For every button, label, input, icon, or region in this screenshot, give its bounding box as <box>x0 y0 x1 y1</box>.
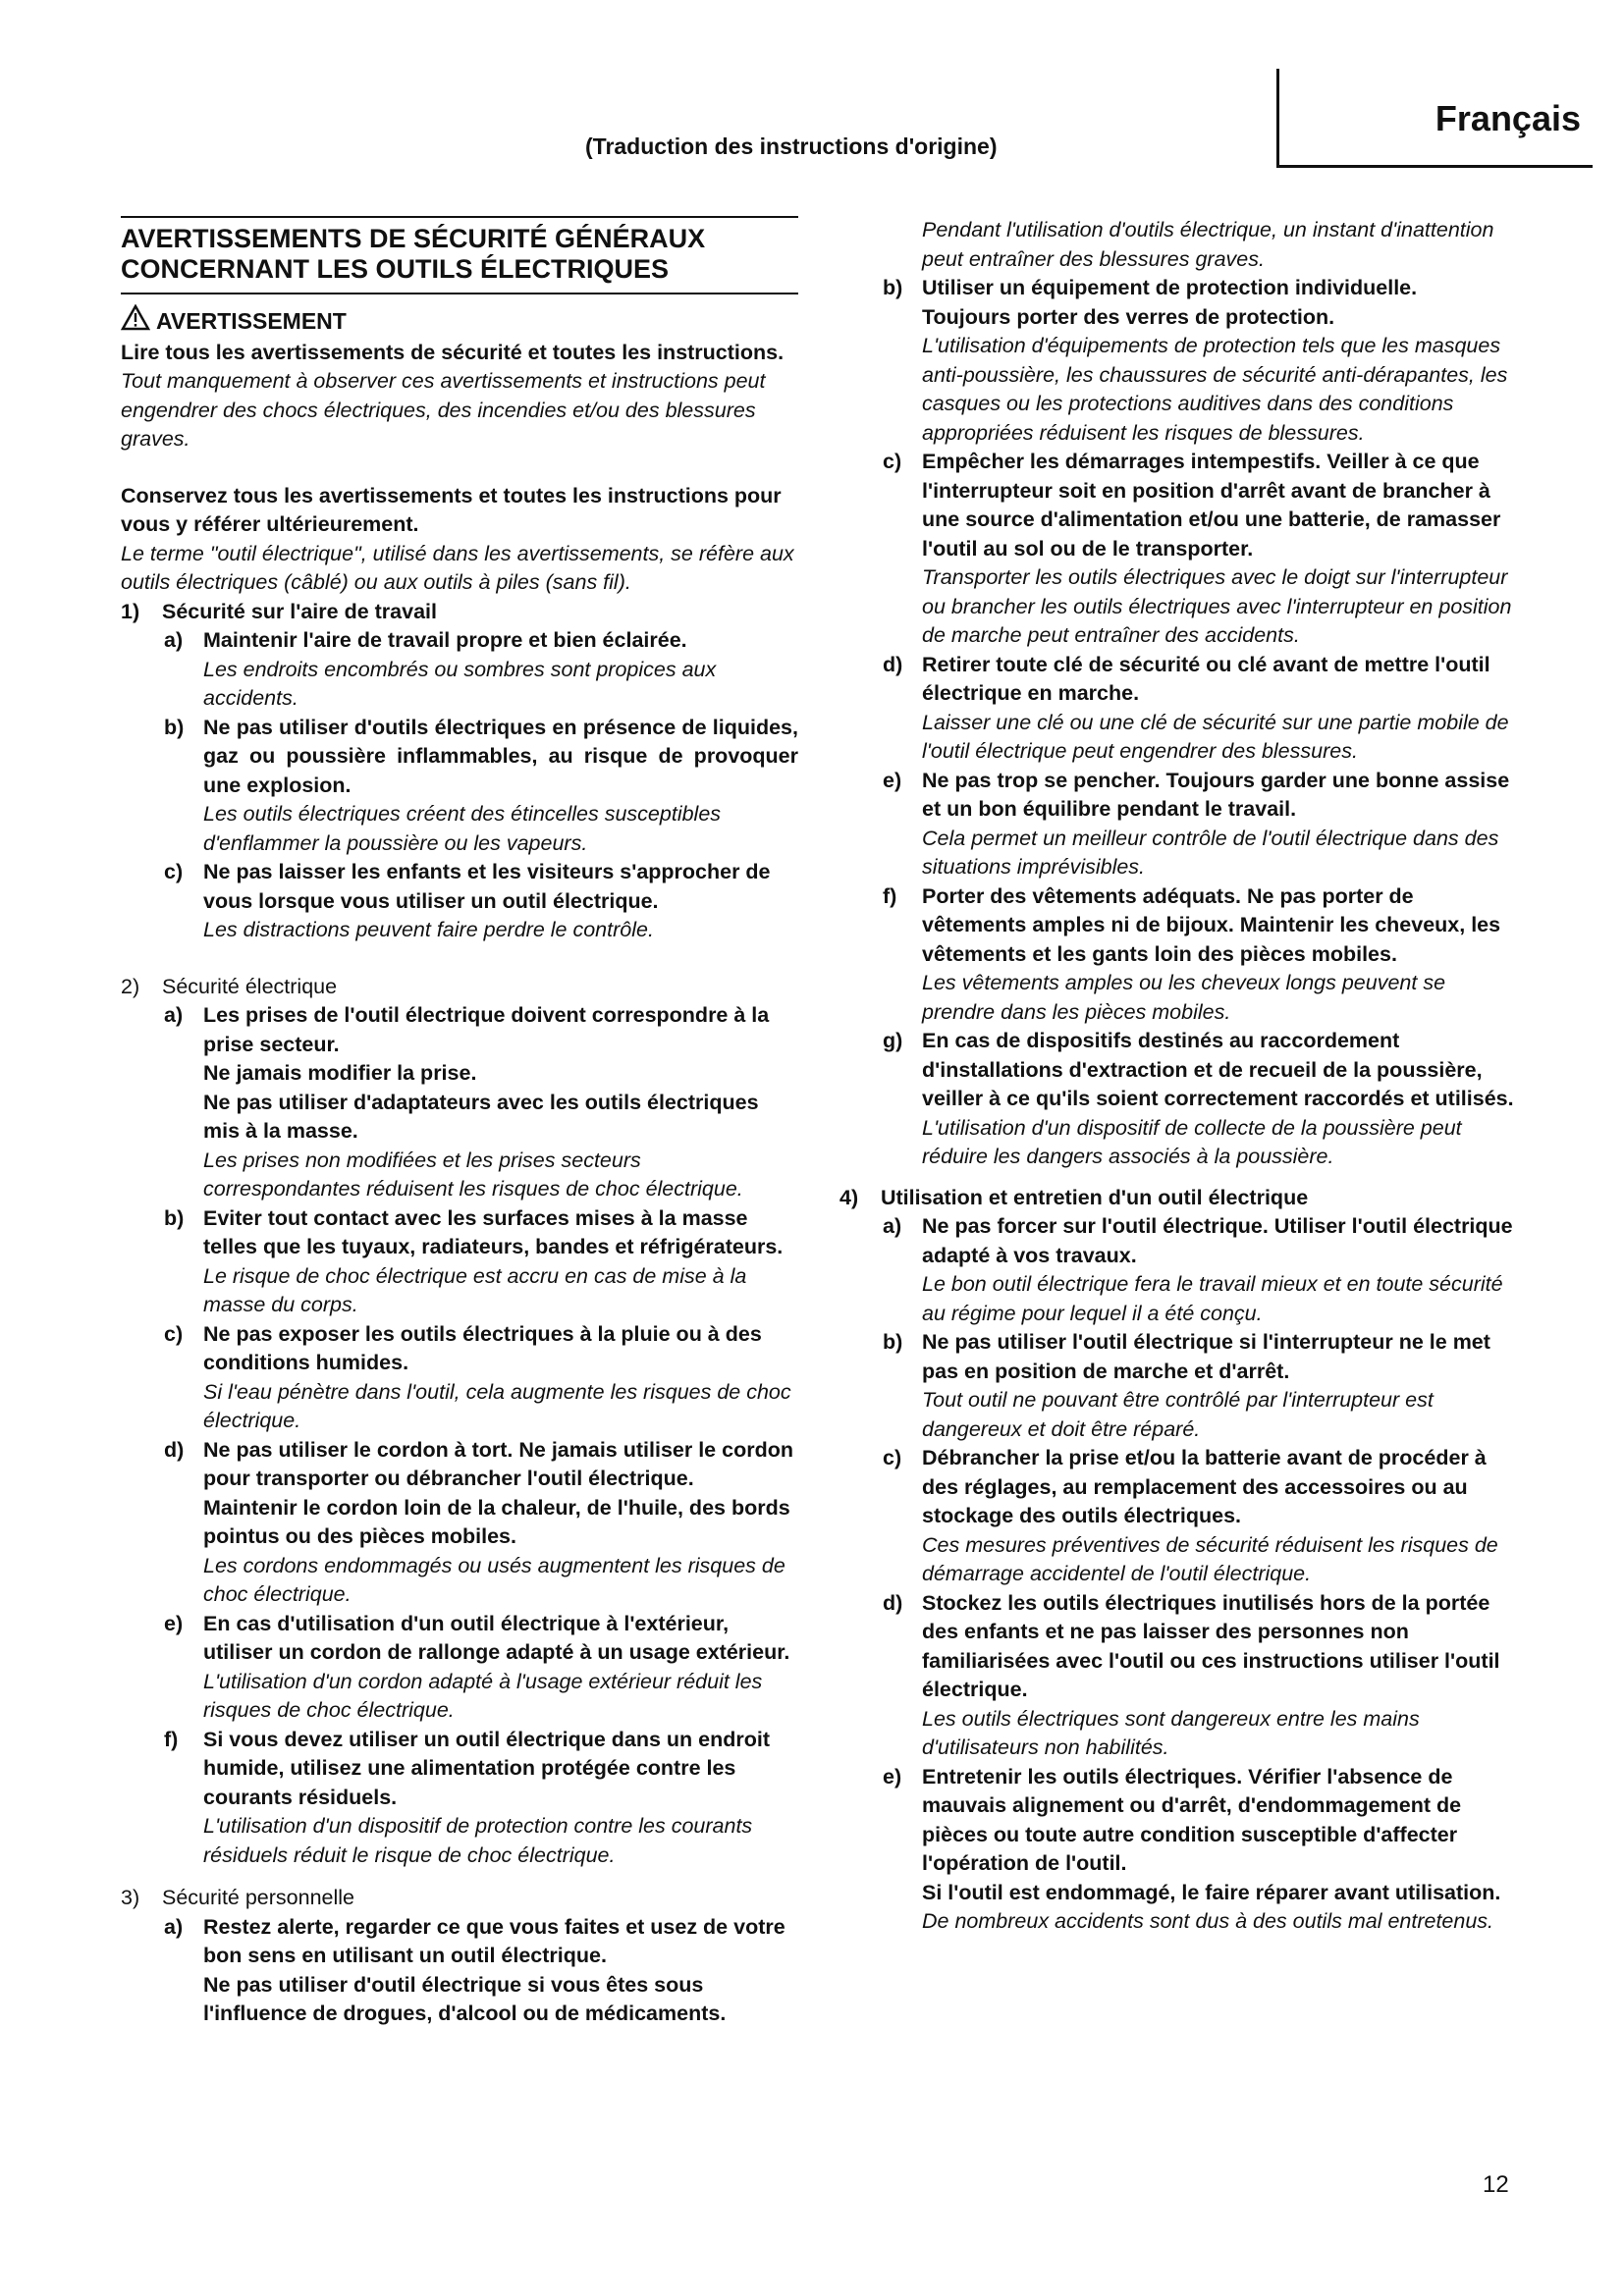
item-italic: Le risque de choc électrique est accru en cas de mise à la masse du corps. <box>203 1263 747 1316</box>
item-label: d) <box>164 1437 185 1462</box>
item-bold: Si vous devez utiliser un outil électrique dans un endroit humide, utilisez une alimentation protégée contre les courants résiduels. <box>203 1727 771 1809</box>
item-bold-2: Ne jamais modifier la prise. <box>203 1061 477 1085</box>
page-subtitle: (Traduction des instructions d'origine) <box>585 133 998 159</box>
list-item <box>883 1328 1517 1444</box>
item-italic: Les outils électriques créent des étincelles susceptibles d'enflammer la poussière ou les vapeurs. <box>203 802 722 855</box>
item-italic: L'utilisation d'un cordon adapté à l'usage extérieur réduit les risques de choc électrique. <box>203 1669 763 1722</box>
item-italic: L'utilisation d'un dispositif de collecte de la poussière peut réduire les dangers associés à la poussière. <box>922 1115 1462 1168</box>
list-item <box>164 714 798 859</box>
item-bold-2: Toujours porter des verres de protection. <box>922 304 1335 329</box>
keep-bold: Conservez tous les avertissements et toutes les instructions pour vous y référer ultérieurement. <box>121 483 782 536</box>
list-item <box>164 858 798 945</box>
item-italic: Les endroits encombrés ou sombres sont propices aux accidents. <box>203 657 717 710</box>
list-item <box>164 1913 798 2029</box>
list-item <box>883 1444 1517 1589</box>
section-1-number: 1) <box>121 599 140 623</box>
language-label: Français <box>1435 98 1581 138</box>
warning-triangle-icon <box>121 304 150 339</box>
intro-italic: Tout manquement à observer ces avertissements et instructions peut engendrer des chocs électriques, des incendies et/ou des blessures graves. <box>121 369 766 451</box>
item-label: c) <box>164 1321 184 1346</box>
list-item <box>164 626 798 714</box>
list-item <box>164 1726 798 1871</box>
item-bold: Ne pas utiliser l'outil électrique si l'interrupteur ne le met pas en position de marche et d'arrêt. <box>922 1330 1490 1383</box>
item-label: b) <box>164 715 185 739</box>
item-label: f) <box>883 883 897 908</box>
item-label: b) <box>164 1205 185 1230</box>
item-bold: En cas d'utilisation d'un outil électrique à l'extérieur, utiliser un cordon de rallonge adapté à un usage extérieur. <box>203 1611 790 1664</box>
item-label: c) <box>164 860 184 883</box>
section-2-title: Sécurité électrique <box>162 974 338 998</box>
page-number: 12 <box>1483 2171 1509 2198</box>
item-italic: Si l'eau pénètre dans l'outil, cela augmente les risques de choc électrique. <box>203 1379 791 1432</box>
item-label: e) <box>883 768 902 792</box>
item-label: a) <box>164 628 184 652</box>
item-bold: Ne pas exposer les outils électriques à la pluie ou à des conditions humides. <box>203 1321 762 1374</box>
item-bold-2: Ne pas utiliser d'outil électrique si vous êtes sous l'influence de drogues, d'alcool ou de médicaments. <box>203 1972 727 2025</box>
item-italic: De nombreux accidents sont dus à des outils mal entretenus. <box>922 1909 1494 1933</box>
item-label: c) <box>883 450 902 473</box>
item-bold: Empêcher les démarrages intempestifs. Veiller à ce que l'interrupteur soit en position d'arrêt avant de brancher à une source d'alimentation et/ou une batterie, de ramasser l'outil au sol ou de le transporter. <box>922 450 1501 561</box>
item-bold: Ne pas utiliser le cordon à tort. Ne jamais utiliser le cordon pour transporter ou débrancher l'outil électrique. <box>203 1437 793 1490</box>
section-2-number: 2) <box>121 974 140 998</box>
section-4-number: 4) <box>839 1185 859 1209</box>
list-item <box>164 1610 798 1726</box>
item-italic: L'utilisation d'un dispositif de protection contre les courants résiduels réduit le risque de choc électrique. <box>203 1814 753 1867</box>
item-bold: Débrancher la prise et/ou la batterie avant de procéder à des réglages, au remplacement des accessoires ou au stockage des outils électriques. <box>922 1446 1487 1527</box>
item-italic: L'utilisation d'équipements de protection tels que les masques anti-poussière, les chaussures de sécurité anti-dérapantes, les casques ou les protections auditives dans des conditions appropriées réduisent les risques de blessures. <box>922 334 1508 445</box>
left-column <box>121 216 798 2029</box>
item-label: d) <box>883 652 903 676</box>
item-bold: Utiliser un équipement de protection individuelle. <box>922 276 1418 299</box>
item-label: b) <box>883 276 903 299</box>
warning-title <box>121 304 798 339</box>
list-item <box>883 1027 1517 1172</box>
item-italic: Les distractions peuvent faire perdre le contrôle. <box>203 918 654 941</box>
list-item <box>883 274 1517 448</box>
item-label: f) <box>164 1727 179 1751</box>
item-label: c) <box>883 1446 902 1469</box>
language-tab-rule-horizontal <box>1276 165 1593 168</box>
list-item <box>883 448 1517 651</box>
item-italic: Tout outil ne pouvant être contrôlé par l'interrupteur est dangereux et doit être réparé. <box>922 1388 1434 1441</box>
item-label: e) <box>164 1611 184 1635</box>
item-italic: Les cordons endommagés ou usés augmentent les risques de choc électrique. <box>203 1553 785 1606</box>
list-item <box>164 1436 798 1610</box>
continued-italic: Pendant l'utilisation d'outils électrique, un instant d'inattention peut entraîner des blessures graves. <box>922 218 1494 271</box>
section-4-title: Utilisation et entretien d'un outil électrique <box>881 1185 1309 1209</box>
section-1 <box>121 598 798 627</box>
item-italic: Cela permet un meilleur contrôle de l'outil électrique dans des situations imprévisibles. <box>922 826 1499 879</box>
section-3-number: 3) <box>121 1886 140 1909</box>
section-3-title: Sécurité personnelle <box>162 1886 355 1909</box>
section-4 <box>839 1184 1517 1213</box>
item-bold: Restez alerte, regarder ce que vous faites et usez de votre bon sens en utilisant un outil électrique. <box>203 1914 785 1967</box>
item-bold-2: Si l'outil est endommagé, le faire réparer avant utilisation. <box>922 1880 1501 1904</box>
item-bold: Stockez les outils électriques inutilisés hors de la portée des enfants et ne pas laisser des personnes non familiarisées avec l'outil ou ces instructions utiliser l'outil électrique. <box>922 1590 1500 1701</box>
item-label: a) <box>164 1003 184 1027</box>
item-bold: Maintenir l'aire de travail propre et bien éclairée. <box>203 628 687 652</box>
list-item <box>164 1204 798 1320</box>
list-item <box>883 882 1517 1028</box>
section-heading: AVERTISSEMENTS DE SÉCURITÉ GÉNÉRAUX CONCERNANT LES OUTILS ÉLECTRIQUES <box>121 216 798 294</box>
item-italic: Laisser une clé ou une clé de sécurité sur une partie mobile de l'outil électrique peut engendrer des blessures. <box>922 710 1509 763</box>
item-label: d) <box>883 1590 903 1615</box>
item-label: g) <box>883 1029 903 1052</box>
section-1-title: Sécurité sur l'aire de travail <box>162 599 437 623</box>
list-item <box>883 1212 1517 1328</box>
item-italic: Les vêtements amples ou les cheveux longs peuvent se prendre dans les pièces mobiles. <box>922 971 1446 1024</box>
warning-label: AVERTISSEMENT <box>156 307 347 334</box>
item-italic: Ces mesures préventives de sécurité réduisent les risques de démarrage accidentel de l'outil électrique. <box>922 1532 1498 1585</box>
item-bold: Porter des vêtements adéquats. Ne pas porter de vêtements amples ni de bijoux. Maintenir les cheveux, les vêtements et les gants loin des pièces mobiles. <box>922 883 1501 966</box>
item-italic: Transporter les outils électriques avec le doigt sur l'interrupteur ou brancher les outils électriques avec l'interrupteur en position de marche peut entraîner des accidents. <box>922 565 1512 647</box>
list-item <box>883 1763 1517 1937</box>
item-bold-3: Ne pas utiliser d'adaptateurs avec les outils électriques mis à la masse. <box>203 1090 759 1143</box>
intro-bold: Lire tous les avertissements de sécurité et toutes les instructions. <box>121 340 785 364</box>
item-bold: Ne pas utiliser d'outils électriques en présence de liquides, gaz ou poussière inflammables, au risque de provoquer une explosion. <box>203 715 798 797</box>
list-item <box>883 651 1517 767</box>
list-item <box>883 767 1517 882</box>
item-label: a) <box>883 1214 902 1238</box>
list-item <box>164 1320 798 1436</box>
item-label: a) <box>164 1914 184 1939</box>
list-item <box>164 1001 798 1204</box>
item-bold: Ne pas laisser les enfants et les visiteurs s'approcher de vous lorsque vous utiliser un outil électrique. <box>203 860 771 913</box>
item-bold: En cas de dispositifs destinés au raccordement d'installations d'extraction et de recueil de la poussière, veiller à ce qu'ils soient correctement raccordés et utilisés. <box>922 1029 1514 1110</box>
item-label: e) <box>883 1764 902 1789</box>
item-bold: Les prises de l'outil électrique doivent correspondre à la prise secteur. <box>203 1003 770 1056</box>
item-bold: Ne pas trop se pencher. Toujours garder une bonne assise et un bon équilibre pendant le travail. <box>922 768 1510 821</box>
list-item <box>883 1589 1517 1763</box>
item-bold-2: Maintenir le cordon loin de la chaleur, de l'huile, des bords pointus ou des pièces mobiles. <box>203 1495 790 1548</box>
item-italic: Les prises non modifiées et les prises secteurs correspondantes réduisent les risques de choc électrique. <box>203 1148 743 1201</box>
item-italic: Le bon outil électrique fera le travail mieux et en toute sécurité au régime pour lequel il a été conçu. <box>922 1272 1503 1325</box>
item-bold: Ne pas forcer sur l'outil électrique. Utiliser l'outil électrique adapté à vos travaux. <box>922 1214 1513 1267</box>
section-3 <box>121 1884 798 1913</box>
item-label: b) <box>883 1330 903 1354</box>
right-column <box>839 216 1517 1937</box>
item-italic: Les outils électriques sont dangereux entre les mains d'utilisateurs non habilités. <box>922 1706 1420 1759</box>
item-bold: Eviter tout contact avec les surfaces mises à la masse telles que les tuyaux, radiateurs, bandes et réfrigérateurs. <box>203 1205 784 1258</box>
item-bold: Retirer toute clé de sécurité ou clé avant de mettre l'outil électrique en marche. <box>922 652 1490 705</box>
keep-italic: Le terme "outil électrique", utilisé dans les avertissements, se réfère aux outils électriques (câblé) ou aux outils à piles (sans fil). <box>121 541 794 594</box>
section-2 <box>121 973 798 1002</box>
item-bold: Entretenir les outils électriques. Vérifier l'absence de mauvais alignement ou d'arrêt, d'endommagement de pièces ou toute autre condition susceptible d'affecter l'opération de l'outil. <box>922 1764 1462 1875</box>
